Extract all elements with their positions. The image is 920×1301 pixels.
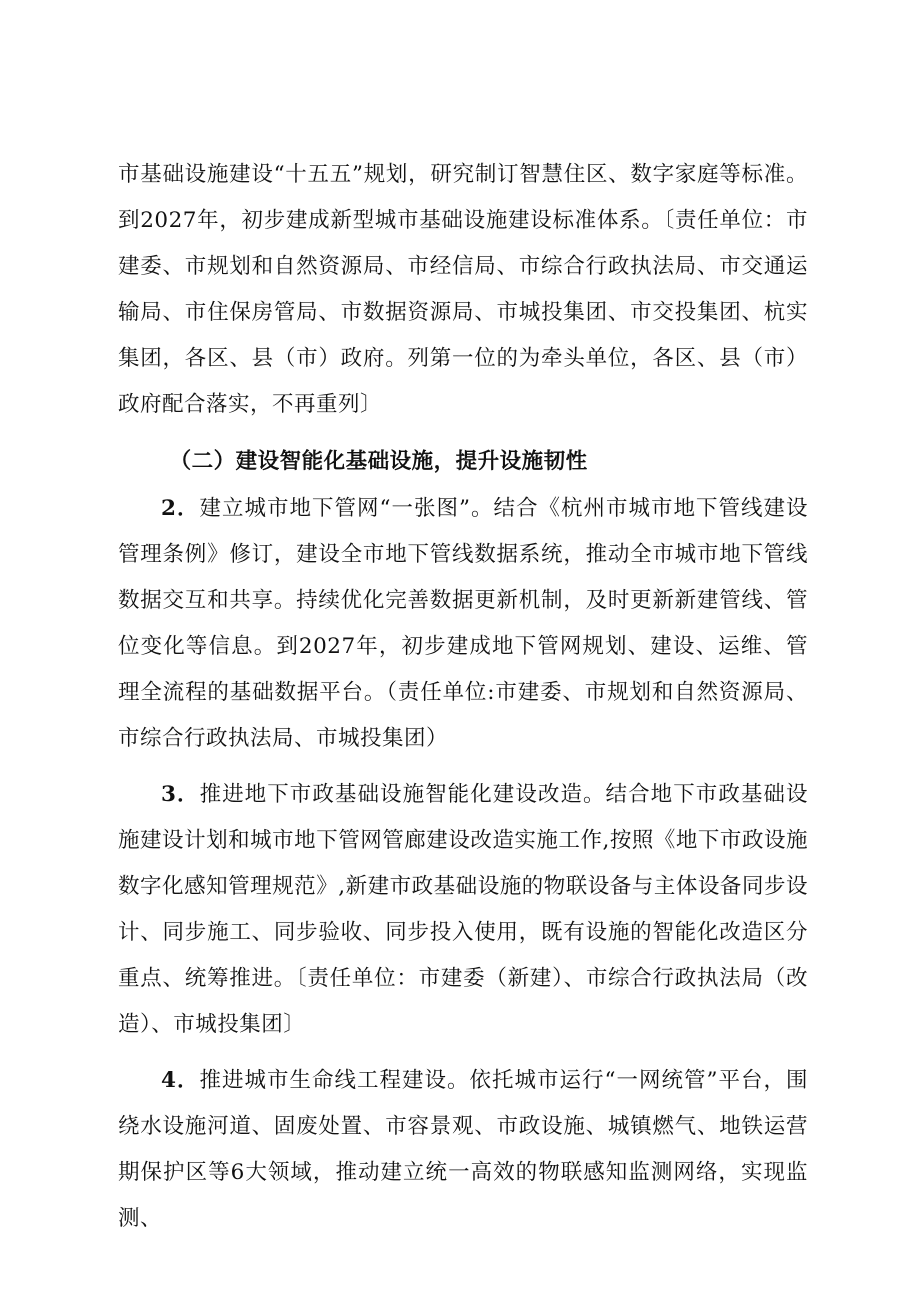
item-2-number: 2． <box>161 496 200 521</box>
item-3-text: 推进地下市政基础设施智能化建设改造。结合地下市政基础设施建设计划和城市地下管网管廊建设改造实施工作,按照《地下市政设施数字化感知管理规范》,新建市政基础设施的物联设备与主体设备同步设计、同步施工、同步验收、同步投入使用，既有设施的智能化改造区分重点、统筹推进。〔责任单位：市建委（新建）、市综合行政执法局（改造）、市城投集团〕 <box>118 782 808 1037</box>
document-body <box>118 152 808 1242</box>
item-3-number: 3． <box>161 782 200 807</box>
list-item-4 <box>118 1058 808 1242</box>
list-item-3 <box>118 772 808 1048</box>
item-4-number: 4． <box>161 1068 200 1093</box>
item-4-text: 推进城市生命线工程建设。依托城市运行“一网统管”平台，围绕水设施河道、固废处置、市容景观、市政设施、城镇燃气、地铁运营期保护区等6大领域，推动建立统一高效的物联感知监测网络，实现监测、 <box>118 1068 808 1231</box>
section-heading: （二）建设智能化基础设施，提升设施韧性 <box>169 449 588 474</box>
item-2-text: 建立城市地下管网“一张图”。结合《杭州市城市地下管线建设管理条例》修订，建设全市地下管线数据系统，推动全市城市地下管线数据交互和共享。持续优化完善数据更新机制，及时更新新建管线、管位变化等信息。到2027年，初步建成地下管网规划、建设、运维、管理全流程的基础数据平台。（责任单位:市建委、市规划和自然资源局、市综合行政执法局、市城投集团） <box>118 496 808 751</box>
list-item-2 <box>118 486 808 762</box>
paragraph-continuation: 市基础设施建设“十五五”规划，研究制订智慧住区、数字家庭等标准。到2027年，初步建成新型城市基础设施建设标准体系。〔责任单位：市建委、市规划和自然资源局、市经信局、市综合行政执法局、市交通运输局、市住保房管局、市数据资源局、市城投集团、市交投集团、杭实集团，各区、县（市）政府。列第一位的为牵头单位，各区、县（市）政府配合落实，不再重列〕 <box>118 162 808 417</box>
